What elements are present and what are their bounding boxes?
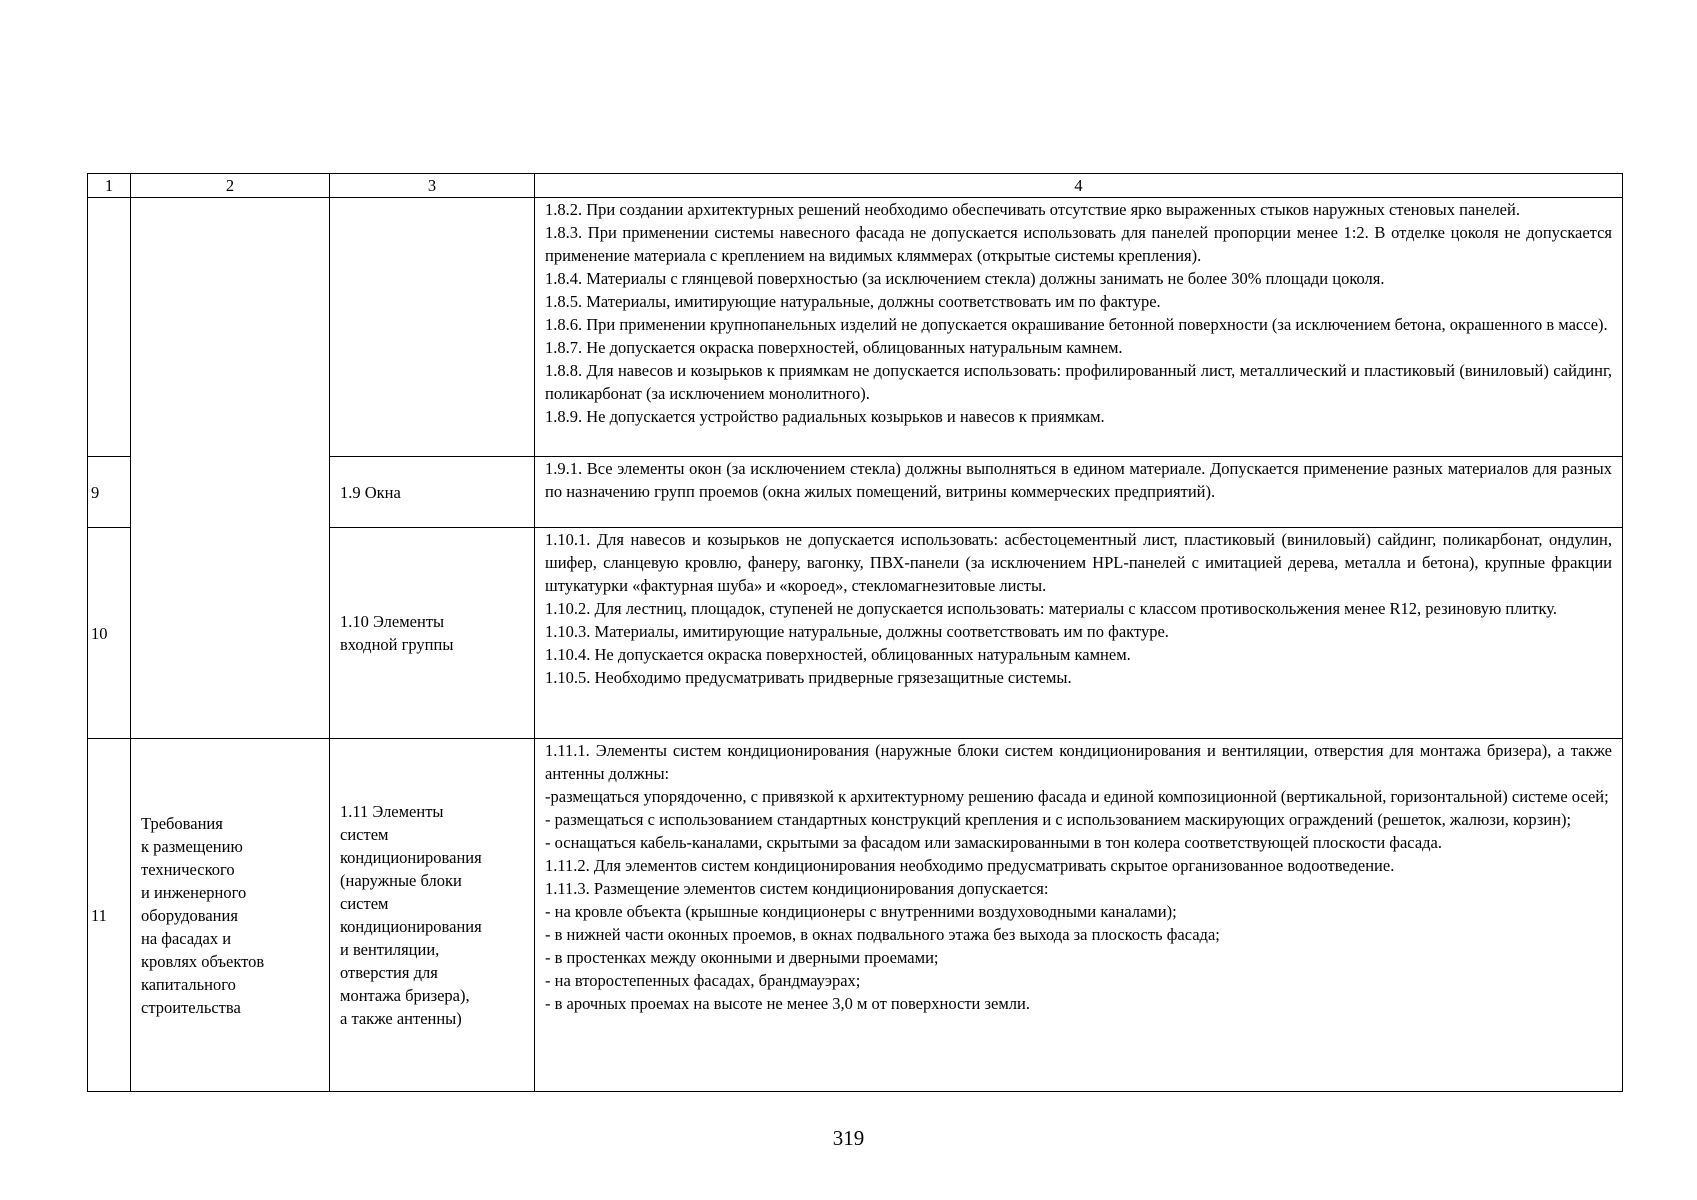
row-number-cell	[88, 528, 131, 739]
category-cell-empty	[131, 198, 330, 739]
list-item: 1.11.3. Размещение элементов систем кондиционирования допускается:	[545, 879, 1049, 898]
element-cell	[330, 457, 535, 528]
header-cell-2: 2	[131, 174, 330, 198]
list-item: 1.9.1. Все элементы окон (за исключением стекла) должны выполняться в едином материале. Допускается применение разных материалов для разных по назначению групп проемов (окна жилых помещений, витрины коммерческих предприятий).	[545, 459, 1612, 501]
list-item: 1.10.3. Материалы, имитирующие натуральные, должны соответствовать им по фактуре.	[545, 622, 1169, 641]
list-item: 1.10.2. Для лестниц, площадок, ступеней не допускается использовать: материалы с классом противоскольжения менее R12, резиновую плитку.	[545, 599, 1558, 618]
list-item: 1.8.8. Для навесов и козырьков к приямкам не допускается использовать: профилированный лист, металлический и пластиковый (виниловый) сайдинг, поликарбонат (за исключением монолитного).	[545, 361, 1612, 403]
list-item: -размещаться упорядоченно, с привязкой к архитектурному решению фасада и единой композиционной (вертикальной, горизонтальной) системе осей;	[545, 787, 1609, 806]
row-number-cell	[88, 198, 131, 457]
list-item: 1.10.1. Для навесов и козырьков не допускается использовать: асбестоцементный лист, пластиковый (виниловый) сайдинг, поликарбонат, ондулин, шифер, сланцевую кровлю, фанеру, вагонку, ПВХ-панели (за исключением HPL-панелей с имитацией дерева, металла и бетона), крупные фракции штукатурки «фактурная шуба» и «короед», стекломагнезитовые листы.	[545, 530, 1612, 595]
list-item: - в простенках между оконными и дверными проемами;	[545, 948, 939, 967]
list-item: - на второстепенных фасадах, брандмауэрах;	[545, 971, 861, 990]
list-item: - на кровле объекта (крышные кондиционеры с внутренними воздуховодными каналами);	[545, 902, 1177, 921]
list-item: 1.8.6. При применении крупнопанельных изделий не допускается окрашивание бетонной поверхности (за исключением бетона, окрашенного в массе).	[545, 315, 1608, 334]
element-cell	[330, 739, 535, 1092]
list-item: 1.8.7. Не допускается окраска поверхностей, облицованных натуральным камнем.	[545, 338, 1123, 357]
table-header-row	[88, 174, 1623, 198]
row-number: 9	[91, 482, 100, 502]
element-label: 1.9 Окна	[340, 482, 401, 502]
list-item: - размещаться с использованием стандартных конструкций крепления и с использованием маскирующих ограждений (решеток, жалюзи, корзин);	[545, 810, 1572, 829]
list-item: 1.11.1. Элементы систем кондиционирования (наружные блоки систем кондиционирования и вентиляции, отверстия для монтажа бризера), а также антенны должны:	[545, 741, 1612, 783]
list-item: 1.11.2. Для элементов систем кондиционирования необходимо предусматривать скрытое организованное водоотведение.	[545, 856, 1395, 875]
list-item: 1.8.2. При создании архитектурных решений необходимо обеспечивать отсутствие ярко выраженных стыков наружных стеновых панелей.	[545, 200, 1520, 219]
element-label: 1.10 Элементы входной группы	[340, 612, 454, 654]
element-label: 1.11 Элементы систем кондиционирования (наружные блоки систем кондиционирования и вентиляции, отверстия для монтажа бризера), а также антенны)	[340, 802, 482, 1028]
list-item: - в нижней части оконных проемов, в окнах подвального этажа без выхода за плоскость фасада;	[545, 925, 1220, 944]
header-cell-1: 1	[88, 174, 131, 198]
list-item: 1.8.5. Материалы, имитирующие натуральные, должны соответствовать им по фактуре.	[545, 292, 1161, 311]
table-row-8-continued	[88, 198, 1623, 457]
list-item: - оснащаться кабель-каналами, скрытыми за фасадом или замаскированными в тон колера соответствующей плоскости фасада.	[545, 833, 1442, 852]
list-item: - в арочных проемах на высоте не менее 3,0 м от поверхности земли.	[545, 994, 1030, 1013]
element-cell	[330, 198, 535, 457]
category-cell	[131, 739, 330, 1092]
row-number: 11	[91, 905, 107, 925]
header-cell-3: 3	[330, 174, 535, 198]
description-cell	[535, 739, 1623, 1092]
list-item: 1.8.4. Материалы с глянцевой поверхностью (за исключением стекла) должны занимать не более 30% площади цоколя.	[545, 269, 1385, 288]
list-item: 1.10.4. Не допускается окраска поверхностей, облицованных натуральным камнем.	[545, 645, 1131, 664]
category-label: Требования к размещению технического и инженерного оборудования на фасадах и кровлях объектов капитального строительства	[141, 813, 265, 1017]
table-row-11	[88, 739, 1623, 1092]
row-number: 10	[91, 623, 108, 643]
description-cell	[535, 457, 1623, 528]
description-cell	[535, 198, 1623, 457]
page-number: 319	[832, 1126, 865, 1150]
row-number-cell	[88, 739, 131, 1092]
list-item: 1.8.9. Не допускается устройство радиальных козырьков и навесов к приямкам.	[545, 407, 1105, 426]
row-number-cell	[88, 457, 131, 528]
element-cell	[330, 528, 535, 739]
header-cell-4: 4	[535, 174, 1623, 198]
list-item: 1.8.3. При применении системы навесного фасада не допускается использовать для панелей пропорции менее 1:2. В отделке цоколя не допускается применение материала с креплением на видимых кляммерах (открытые системы крепления).	[545, 223, 1612, 265]
description-cell	[535, 528, 1623, 739]
requirements-table	[87, 173, 1623, 1092]
list-item: 1.10.5. Необходимо предусматривать придверные грязезащитные системы.	[545, 668, 1072, 687]
